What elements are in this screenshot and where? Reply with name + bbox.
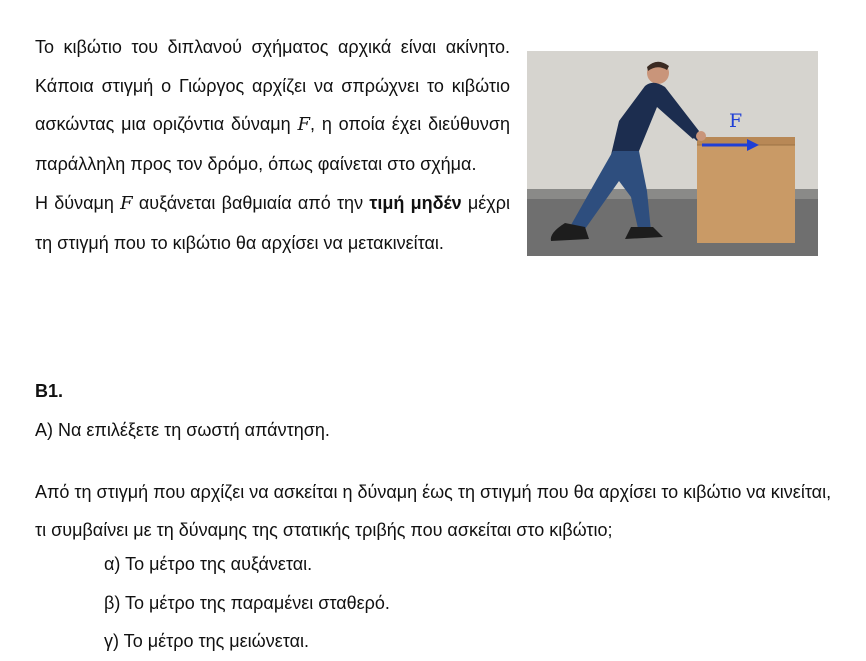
figure-illustration xyxy=(527,51,818,256)
section-heading: Β1. xyxy=(35,381,64,401)
force-label: F xyxy=(729,110,743,132)
intro-text xyxy=(35,28,510,262)
answer-options xyxy=(104,545,390,661)
intro-p1-text-end: , η οποία έχει διεύθυνση παράλληλη προς τον δρόμο, όπως φαίνεται στο σχήμα. xyxy=(35,114,510,175)
intro-p2-bold: τιμή μηδέν xyxy=(369,192,462,213)
force-symbol: F xyxy=(120,192,133,214)
instruction-text: Α) Να επιλέξετε τη σωστή απάντηση. xyxy=(35,420,330,440)
intro-p2-text: Η δύναμη xyxy=(35,192,121,213)
man-hand xyxy=(696,131,706,141)
force-symbol: F xyxy=(297,114,310,136)
intro-p2-text-end: μέχρι τη στιγμή που το κιβώτιο θα αρχίσει να μετακινείται. xyxy=(35,192,510,253)
intro-p2-text-middle: αυξάνεται βαθμιαία από την xyxy=(132,192,370,213)
intro-paragraph-2 xyxy=(35,184,510,262)
figure-man-pushing-box xyxy=(527,51,818,256)
intro-p1-text: Το κιβώτιο του διπλανού σχήματος αρχικά είναι ακίνητο. Κάποια στιγμή ο Γιώργος αρχίζει να σπρώχνει το κιβώτιο ασκώντας μια οριζόντια δύναμη xyxy=(35,37,510,135)
intro-paragraph-1 xyxy=(35,28,510,184)
option-c[interactable]: γ) Το μέτρο της μειώνεται. xyxy=(104,631,309,652)
box xyxy=(697,137,795,243)
option-a[interactable]: α) Το μέτρο της αυξάνεται. xyxy=(104,554,313,574)
option-b[interactable]: β) Το μέτρο της παραμένει σταθερό. xyxy=(104,592,390,613)
question-text: Από τη στιγμή που αρχίζει να ασκείται η δύναμη έως τη στιγμή που θα αρχίσει το κιβώτιο να κινείται, τι συμβαίνει με τη δύναμης της στατικής τριβής που ασκείται στο κιβώτιο; xyxy=(35,482,832,540)
